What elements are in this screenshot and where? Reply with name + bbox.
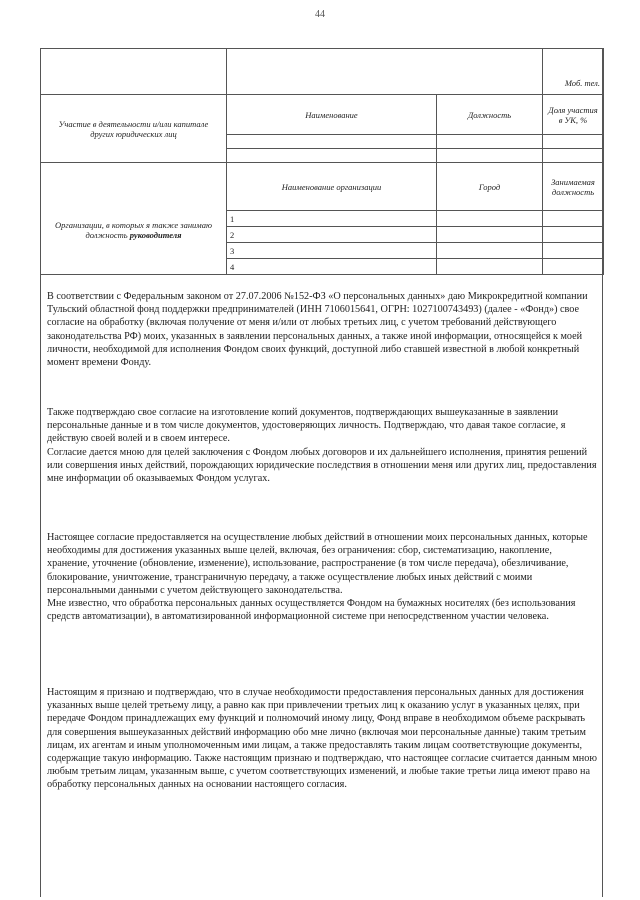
questionnaire-table — [40, 48, 604, 275]
organizations-header-position: Занимаемая должность — [543, 163, 604, 211]
participation-header-name: Наименование — [227, 95, 437, 135]
organizations-label-text: Организации, в которых я также занимаю должность — [55, 219, 212, 240]
empty-cell — [41, 49, 227, 95]
organizations-header-city: Город — [437, 163, 543, 211]
input-cell[interactable] — [543, 243, 604, 259]
consent-paragraph: Настоящее согласие предоставляется на осуществление любых действий в отношении моих персональных данных, которые необходимы для достижения указанных выше целей, включая, без ограничения: сбор, систематизацию, накопление, хранение, уточнение (обновление, изменение), использование, распространение (в том числе передача), обезличивание, блокирование, уничтожение, трансграничную передачу, а также осуществление любых иных действий с моими персональными данными с учетом действующего законодательства. — [47, 532, 588, 596]
input-cell[interactable] — [227, 135, 437, 149]
row-number: 3 — [227, 243, 437, 259]
input-cell[interactable] — [437, 259, 543, 275]
input-cell[interactable] — [543, 259, 604, 275]
participation-header-position: Должность — [437, 95, 543, 135]
consent-paragraph: Согласие дается мною для целей заключения с Фондом любых договоров и их дальнейшего исполнения, принятия решений или совершения иных действий, порождающих юридические последствия в отношении меня или других лиц, предоставления мне информации об оказываемых Фондом услугах. — [47, 446, 597, 485]
page-number: 44 — [315, 9, 325, 20]
input-cell[interactable] — [543, 211, 604, 227]
consent-block-2 — [47, 406, 597, 485]
consent-paragraph: Настоящим я признаю и подтверждаю, что в случае необходимости предоставления персональных данных для достижения указанных выше целей третьему лицу, а равно как при привлечении третьих лиц к оказанию услуг в указанных целях, при передаче Фондом принадлежащих ему функций и полномочий иному лицу, Фонд вправе в необходимом объеме раскрывать для совершения вышеуказанных действий информацию обо мне лично (включая мои персональные данные) таким третьим лицам, их агентам и иным уполномоченным ими лицам, а также предоставлять таким лицам соответствующие документы, содержащие такую информацию. Также настоящим признаю и подтверждаю, что настоящее согласие считается данным мною любым третьим лицам, указанным выше, с учетом соответствующих изменений, и любые такие третьи лица имеют право на обработку персональных данных на основании настоящего согласия. — [47, 687, 597, 791]
row-number: 4 — [227, 259, 437, 275]
input-cell[interactable] — [543, 135, 604, 149]
consent-block-3 — [47, 531, 597, 623]
organizations-label-bold: руководителя — [129, 229, 182, 240]
consent-paragraph: Также подтверждаю свое согласие на изготовление копий документов, подтверждающих вышеуказанные в заявлении персональные данные и в том числе документов, удостоверяющих личность. Подтверждаю, что давая такое согласие, я действую своей волей и в своем интересе. — [47, 407, 566, 445]
consent-block-4 — [47, 686, 597, 792]
participation-header-row — [41, 95, 604, 135]
row-number: 2 — [227, 227, 437, 243]
input-cell[interactable] — [543, 149, 604, 163]
input-cell[interactable] — [437, 211, 543, 227]
participation-label: Участие в деятельности и/или капитале других юридических лиц — [41, 95, 227, 163]
organizations-header-row — [41, 163, 604, 211]
input-cell[interactable] — [437, 149, 543, 163]
phone-row — [41, 49, 604, 95]
input-cell[interactable] — [543, 227, 604, 243]
organizations-header-name: Наименование организации — [227, 163, 437, 211]
input-cell[interactable] — [437, 227, 543, 243]
participation-header-share: Доля участия в УК, % — [543, 95, 604, 135]
empty-cell[interactable] — [227, 49, 543, 95]
organizations-label — [41, 163, 227, 275]
input-cell[interactable] — [437, 135, 543, 149]
input-cell[interactable] — [227, 149, 437, 163]
input-cell[interactable] — [437, 243, 543, 259]
row-number: 1 — [227, 211, 437, 227]
consent-paragraph: Мне известно, что обработка персональных данных осуществляется Фондом на бумажных носителях (без использования средств автоматизации), в автоматизированной информационной системе при непосредственном участии человека. — [47, 598, 576, 623]
consent-paragraph: В соответствии с Федеральным законом от 27.07.2006 №152-ФЗ «О персональных данных» даю Микрокредитной компании Тульский областной фонд поддержки предпринимателей (ИНН 7106015641, ОГРН: 1027100743493) (далее - «Фонд») свое согласие на обработку (включая получение от меня и/или от любых третьих лиц, с учетом требований действующего законодательства РФ) моих, указанных в заявлении персональных данных, а также иной информации, относящейся к моей личности, необходимой для исполнения Фондом своих функций, доступной либо ставшей известной в любой конкретный момент времени Фонду. — [47, 291, 588, 369]
mobile-phone-label: Моб. тел. — [543, 49, 604, 95]
consent-block-1 — [47, 290, 597, 369]
